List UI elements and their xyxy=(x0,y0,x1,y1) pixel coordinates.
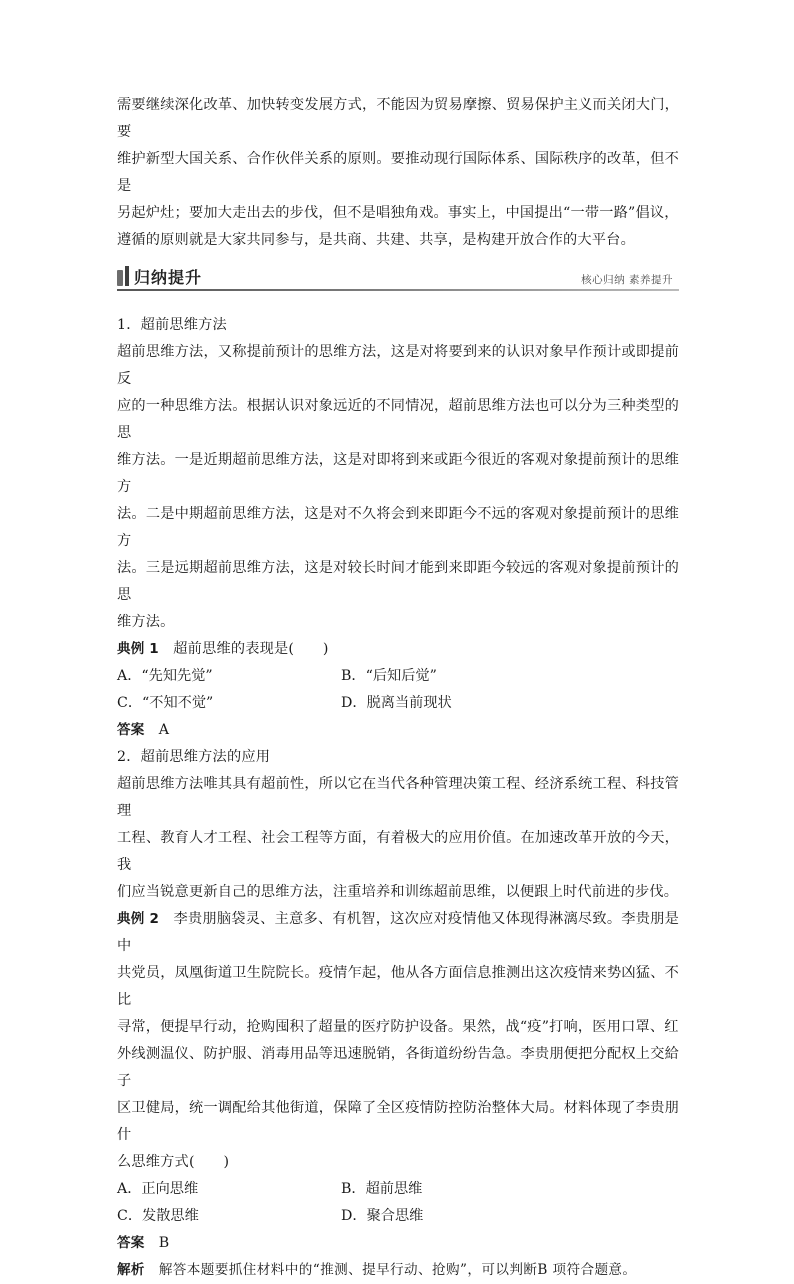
example-question-line: 寻常，便提早行动，抢购囤积了超量的医疗防护设备。果然，战“疫”打响，医用口罩、红 xyxy=(117,1019,679,1035)
option-c: C．“不知不觉” xyxy=(117,695,214,711)
answer-label: 答案 xyxy=(117,1235,145,1251)
option-d: D．聚合思维 xyxy=(341,1208,424,1224)
section-1 xyxy=(117,312,679,744)
section-line: 法。二是中期超前思维方法，这是对不久将会到来即距今不远的客观对象提前预计的思维方 xyxy=(117,506,679,549)
document-page xyxy=(117,92,679,1284)
banner-title: 归纳提升 xyxy=(134,268,203,287)
section-heading: 2．超前思维方法的应用 xyxy=(117,749,271,765)
example-question-line: 外线测温仪、防护服、消毒用品等迅速脱销，各街道纷纷告急。李贵朋便把分配权上交給子 xyxy=(117,1046,679,1089)
intro-line: 另起炉灶；要加大走出去的步伐，但不是唱独角戏。事实上，中国提出“一带一路”倡议， xyxy=(117,205,679,221)
section-line: 维方法。一是近期超前思维方法，这是对即将到来或距今很近的客观对象提前预计的思维方 xyxy=(117,452,679,495)
section-line: 维方法。 xyxy=(117,614,175,630)
intro-paragraph xyxy=(117,92,679,254)
banner-subtitle: 核心归纳 素养提升 xyxy=(581,274,673,286)
option-d: D．脱离当前现状 xyxy=(341,695,452,711)
example-question-line: 区卫健局，统一调配给其他街道，保障了全区疫情防控防治整体大局。材料体现了李贵朋什 xyxy=(117,1100,679,1143)
banner-bar-icon xyxy=(117,270,123,286)
answer-line xyxy=(117,1230,679,1257)
answer-line xyxy=(117,717,679,744)
example-label: 典例 2 xyxy=(117,911,160,927)
banner-divider xyxy=(117,289,679,291)
example-options xyxy=(117,663,679,717)
example-question-text: 李贵朋脑袋灵、主意多、有机智，这次应对疫情他又体现得淋漓尽致。李贵朋是中 xyxy=(117,911,679,954)
example-options xyxy=(117,1176,679,1230)
option-c: C．发散思维 xyxy=(117,1208,199,1224)
intro-line: 需要继续深化改革、加快转变发展方式，不能因为贸易摩擦、贸易保护主义而关闭大门，要 xyxy=(117,97,679,140)
option-a: A．正向思维 xyxy=(117,1181,199,1197)
answer-value: A xyxy=(158,722,170,738)
example-label: 典例 1 xyxy=(117,641,159,657)
section-line: 应的一种思维方法。根据认识对象远近的不同情况，超前思维方法也可以分为三种类型的思 xyxy=(117,398,679,441)
analysis-line xyxy=(117,1257,679,1284)
section-banner xyxy=(117,264,679,294)
intro-line: 维护新型大国关系、合作伙伴关系的原则。要推动现行国际体系、国际秩序的改革，但不是 xyxy=(117,151,679,194)
section-line: 超前思维方法唯其具有超前性，所以它在当代各种管理决策工程、经济系统工程、科技管理 xyxy=(117,776,679,819)
section-line: 工程、教育人才工程、社会工程等方面，有着极大的应用价值。在加速改革开放的今天，我 xyxy=(117,830,679,873)
analysis-label: 解析 xyxy=(117,1262,145,1278)
option-b: B．超前思维 xyxy=(341,1181,423,1197)
example-question-line: 么思维方式( ) xyxy=(117,1154,230,1170)
example-question-text: 超前思维的表现是( ) xyxy=(173,641,329,657)
section-line: 超前思维方法，又称提前预计的思维方法，这是对将要到来的认识对象早作预计或即提前反 xyxy=(117,344,679,387)
answer-value: B xyxy=(158,1235,170,1251)
example-question-line: 共党员，凤凰街道卫生院院长。疫情乍起，他从各方面信息推测出这次疫情来势凶猛、不比 xyxy=(117,965,679,1008)
section-line: 法。三是远期超前思维方法，这是对较长时间才能到来即距今较远的客观对象提前预计的思 xyxy=(117,560,679,603)
section-line: 们应当锐意更新自己的思维方法，注重培养和训练超前思维，以便跟上时代前进的步伐。 xyxy=(117,884,679,900)
answer-label: 答案 xyxy=(117,722,145,738)
intro-line: 遵循的原则就是大家共同参与，是共商、共建、共享，是构建开放合作的大平台。 xyxy=(117,232,635,248)
option-a: A．“先知先觉” xyxy=(117,668,213,684)
section-2 xyxy=(117,744,679,1284)
example-question xyxy=(117,636,679,663)
analysis-text: 解答本题要抓住材料中的“推测、提早行动、抢购”，可以判断B 项符合题意。 xyxy=(158,1262,637,1278)
section-heading: 1．超前思维方法 xyxy=(117,317,227,333)
example-question xyxy=(117,906,679,960)
option-b: B．“后知后觉” xyxy=(341,668,437,684)
banner-bar-icon xyxy=(125,266,129,286)
